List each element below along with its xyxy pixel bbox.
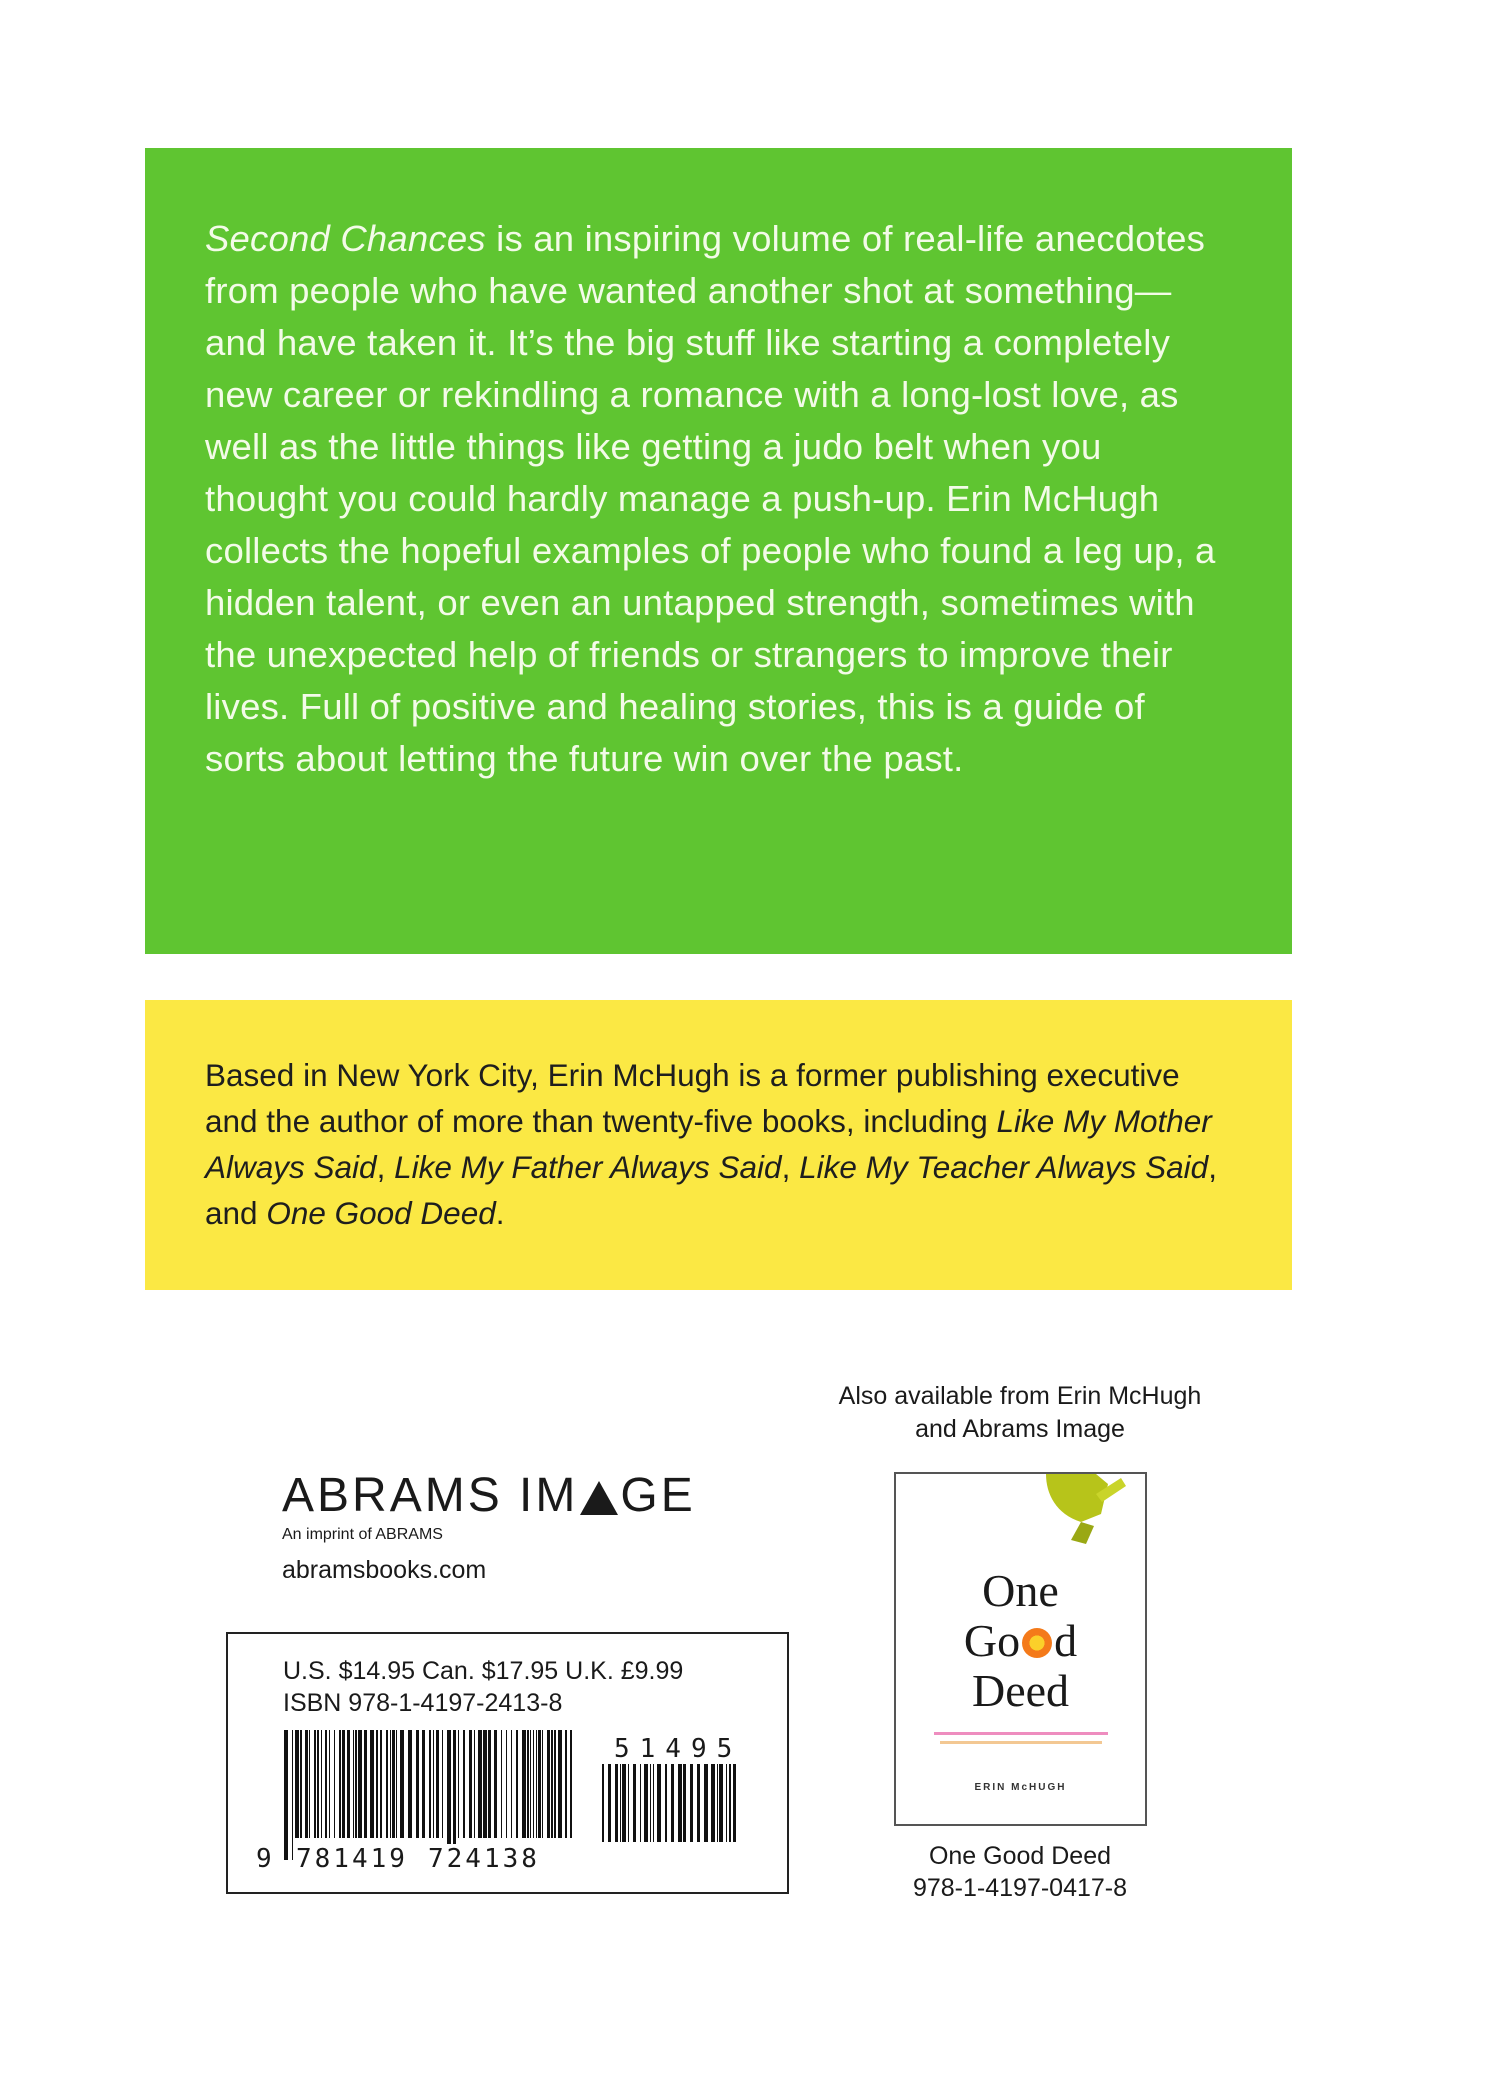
barcode-bar — [317, 1730, 319, 1838]
barcode-bar — [314, 1730, 316, 1838]
barcode-bar — [733, 1764, 736, 1842]
barcode-bar — [408, 1730, 412, 1838]
barcode-bar — [522, 1730, 526, 1838]
bio-book-2: Like My Father Always Said — [394, 1149, 782, 1185]
book-caption — [870, 1840, 1170, 1904]
barcode-bar — [334, 1730, 335, 1838]
barcode-bar — [665, 1764, 667, 1842]
description-text — [205, 213, 1232, 785]
barcode-bar — [536, 1730, 537, 1838]
bio-book-4: One Good Deed — [266, 1195, 496, 1231]
barcode-bar — [458, 1730, 459, 1838]
cover-title-line-3: Deed — [971, 1665, 1070, 1716]
barcode-bar — [295, 1730, 299, 1838]
publisher-block — [282, 1468, 696, 1585]
barcode-bar — [284, 1730, 288, 1860]
watering-can-icon — [896, 1474, 1147, 1564]
addon-barcode — [602, 1764, 742, 1864]
barcode-bar — [678, 1764, 682, 1842]
cover-title-line-2-start: Go — [963, 1615, 1021, 1666]
barcode-bar — [353, 1730, 354, 1838]
barcode-bar — [390, 1730, 391, 1838]
barcode-bar — [292, 1730, 293, 1860]
bio-book-3: Like My Teacher Always Said — [799, 1149, 1209, 1185]
barcode-bar — [551, 1730, 553, 1838]
also-available-line-2: and Abrams Image — [915, 1415, 1125, 1443]
publisher-imprint: An imprint of ABRAMS — [282, 1526, 443, 1543]
barcode-bar — [697, 1764, 700, 1842]
barcode-bar — [511, 1730, 512, 1838]
barcode-bar — [342, 1730, 345, 1838]
bio-conjunction: and — [205, 1195, 258, 1231]
barcode-bar — [488, 1730, 491, 1838]
barcode-bar — [380, 1730, 382, 1838]
one-good-deed-cover — [894, 1472, 1147, 1826]
barcode-bar — [704, 1764, 708, 1842]
barcode-bar — [494, 1730, 497, 1838]
barcode-bar — [711, 1764, 715, 1842]
barcode-bar — [483, 1730, 487, 1838]
barcode-bar — [358, 1730, 362, 1838]
barcode-bar — [547, 1730, 550, 1838]
author-bio-panel — [145, 1000, 1292, 1290]
barcode-bar — [527, 1730, 529, 1838]
barcode-bar — [300, 1730, 302, 1838]
barcode-bar — [640, 1764, 641, 1842]
cover-title-line-1: One — [982, 1565, 1059, 1616]
cover-title-line-2-end: d — [1054, 1615, 1078, 1666]
barcode-bar — [506, 1730, 507, 1838]
price-barcode-box — [226, 1632, 789, 1894]
barcode-bar — [558, 1730, 562, 1838]
triangle-a-icon — [580, 1481, 618, 1515]
barcode-bar — [447, 1730, 451, 1860]
barcode-bar — [608, 1764, 611, 1842]
barcode-bar — [433, 1730, 434, 1838]
barcode-bar — [554, 1730, 556, 1838]
isbn-text: ISBN 978-1-4197-2413-8 — [283, 1689, 563, 1717]
publisher-logo — [282, 1468, 696, 1524]
barcode-bar — [400, 1730, 404, 1838]
barcode-bar — [436, 1730, 439, 1838]
barcode-bar — [516, 1730, 518, 1838]
flower-icon — [1022, 1628, 1052, 1658]
barcode-bar — [364, 1730, 367, 1838]
author-bio-intro: Based in New York City, Erin McHugh is a former publishing executive and the author of more than twenty-five books, including — [205, 1057, 1180, 1139]
barcode-bar — [325, 1730, 327, 1838]
barcode-bar — [370, 1730, 374, 1838]
also-available-heading — [780, 1380, 1260, 1446]
barcode-bar — [530, 1730, 531, 1838]
barcode-bar — [339, 1730, 341, 1838]
barcode-bar — [653, 1764, 654, 1842]
barcode-bar — [719, 1764, 723, 1842]
barcode-bar — [633, 1764, 636, 1842]
price-list: U.S. $14.95 Can. $17.95 U.K. £9.99 — [283, 1657, 684, 1685]
bio-book-1: Like My Mother Always Said — [205, 1103, 1212, 1185]
cover-author: ERIN McHUGH — [974, 1782, 1067, 1793]
barcode-bar — [565, 1730, 567, 1838]
isbn-barcode — [284, 1730, 574, 1860]
barcode-bar — [469, 1730, 472, 1838]
cover-subtitle-lines — [926, 1728, 1116, 1750]
barcode-digits-group-2: 724138 — [428, 1844, 540, 1874]
barcode-bar — [386, 1730, 388, 1838]
book-caption-isbn: 978-1-4197-0417-8 — [912, 1874, 1128, 1902]
also-available-line-1: Also available from Erin McHugh — [838, 1382, 1202, 1410]
barcode-bar — [620, 1764, 621, 1842]
barcode-bar — [671, 1764, 674, 1842]
barcode-bar — [396, 1730, 397, 1838]
barcode-bar — [376, 1730, 378, 1838]
publisher-url: abramsbooks.com — [282, 1556, 487, 1584]
barcode-bar — [305, 1730, 308, 1838]
barcode-bar — [650, 1764, 651, 1842]
publisher-logo-part-1: ABRAMS IM — [282, 1469, 579, 1522]
barcode-bar — [422, 1730, 425, 1838]
barcode-bar — [570, 1730, 572, 1838]
publisher-logo-part-2: GE — [620, 1469, 696, 1522]
barcode-bar — [463, 1730, 465, 1838]
barcode-bar — [429, 1730, 431, 1838]
barcode-bar — [644, 1764, 648, 1842]
barcode-bar — [690, 1764, 693, 1842]
barcode-bar — [416, 1730, 419, 1838]
barcode-bar — [309, 1730, 310, 1838]
barcode-bar — [533, 1730, 534, 1838]
barcode-bar — [717, 1764, 718, 1842]
barcode-bar — [657, 1764, 661, 1842]
barcode-bar — [615, 1764, 618, 1842]
author-bio-text: Based in New York City, Erin McHugh is a former publishing executive and the author of more than twenty-five books, including Like My Mother Always Said, Like My Father Always Said, Like My Teacher Always Said, and One Good Deed. — [205, 1057, 1217, 1231]
barcode-bar — [392, 1730, 395, 1838]
barcode-bar — [622, 1764, 626, 1842]
barcode-digits-group-1: 781419 — [296, 1844, 408, 1874]
barcode-lead-digit: 9 — [256, 1844, 272, 1874]
barcode-bar — [538, 1730, 541, 1838]
barcode-bar — [542, 1730, 543, 1838]
barcode-bar — [474, 1730, 475, 1838]
barcode-bar — [683, 1764, 686, 1842]
barcode-bar — [478, 1730, 482, 1838]
barcode-bar — [347, 1730, 350, 1838]
barcode-bar — [501, 1730, 502, 1838]
cover-title — [896, 1566, 1145, 1716]
barcode-bar — [442, 1730, 443, 1838]
description-body: is an inspiring volume of real-life anecdotes from people who have wanted another shot at something—and have taken it. It’s the big stuff like starting a completely new career or rekindling a romance with a long-lost love, as well as the little things like getting a judo belt when you thought you could hardly manage a push-up. Erin McHugh collects the hopeful examples of people who found a leg up, a hidden talent, or even an untapped strength, sometimes with the unexpected help of friends or strangers to improve their lives. Full of positive and healing stories, this is a guide of sorts about letting the future win over the past. — [205, 218, 1216, 779]
cover-title-line-2 — [896, 1616, 1145, 1666]
barcode-bar — [453, 1730, 456, 1860]
book-caption-title: One Good Deed — [928, 1842, 1112, 1870]
barcode-bar — [729, 1764, 731, 1842]
barcode-bar — [355, 1730, 357, 1838]
barcode-bar — [726, 1764, 727, 1842]
barcode-bar — [329, 1730, 330, 1838]
barcode-bar — [321, 1730, 322, 1838]
barcode-bar — [628, 1764, 629, 1842]
description-panel — [145, 148, 1292, 954]
barcode-addon-digits: 51495 — [614, 1734, 743, 1764]
description-title: Second Chances — [205, 218, 486, 259]
barcode-bar — [602, 1764, 604, 1842]
